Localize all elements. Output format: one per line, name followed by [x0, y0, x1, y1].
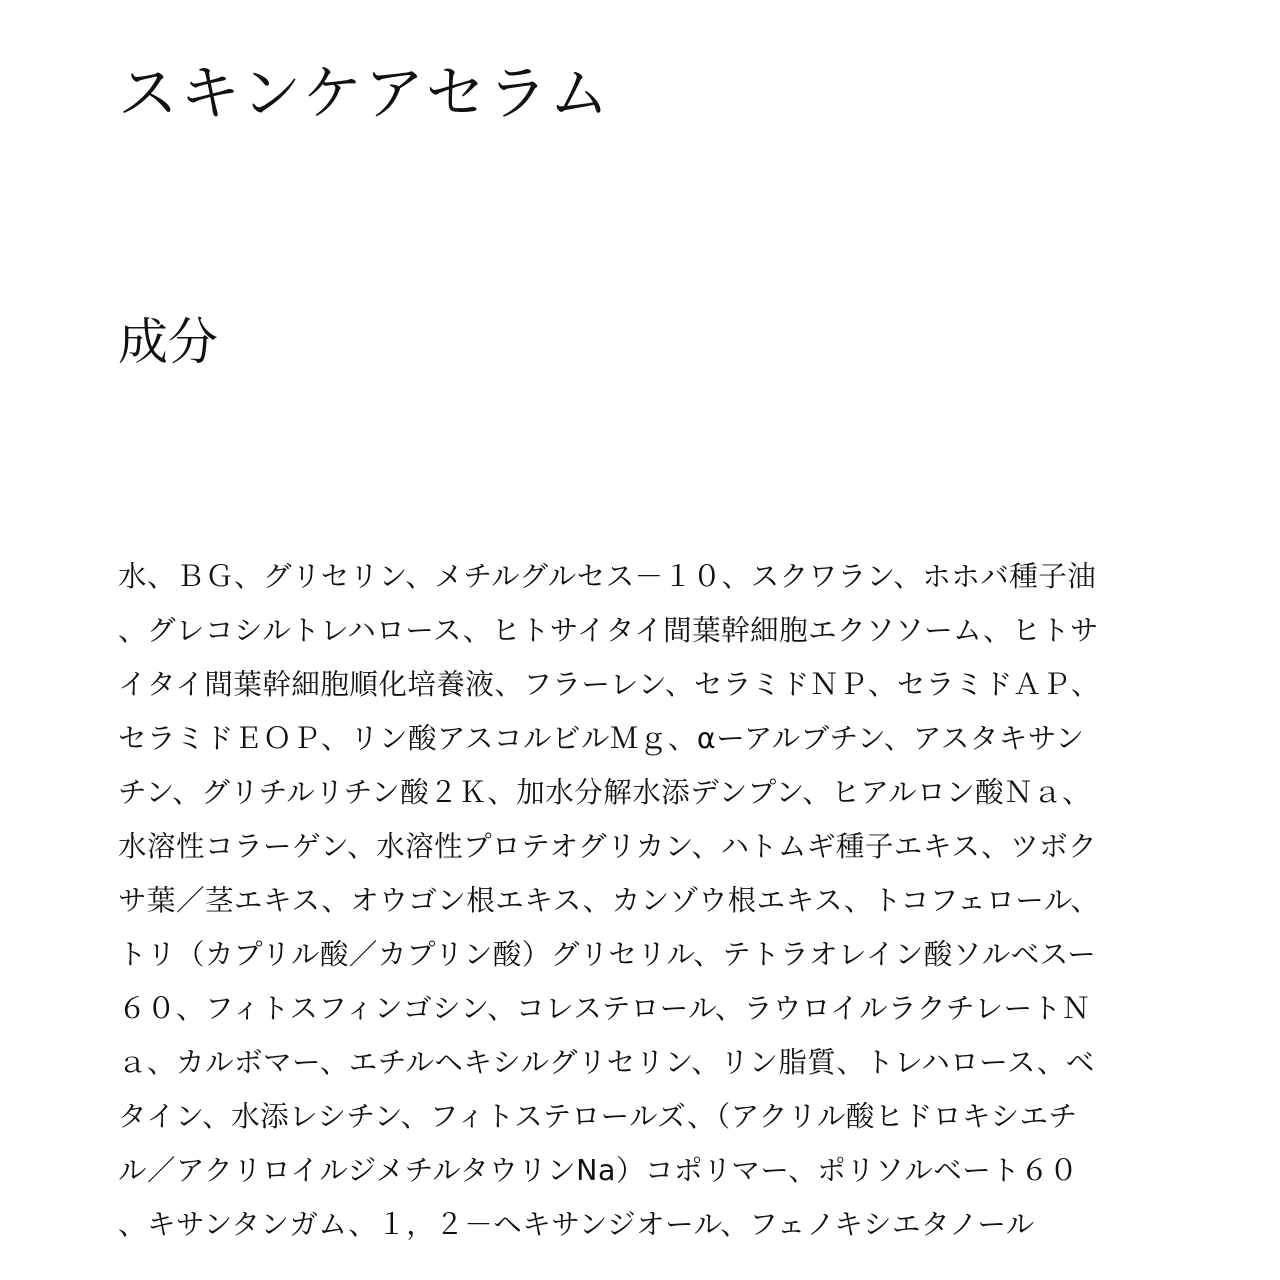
product-title: スキンケアセラム [118, 59, 611, 129]
ingredient-line: セラミドＥＯＰ、リン酸アスコルビルＭｇ、αーアルブチン、アスタキサン [118, 722, 1085, 755]
ingredient-line: タイン、水添レシチン、フィトステロールズ、（アクリル酸ヒドロキシエチ [118, 1100, 1078, 1133]
ingredient-line: トリ（カプリル酸／カプリン酸）グリセリル、テトラオレイン酸ソルベスー [118, 938, 1097, 971]
ingredient-line: サ葉／茎エキス、オウゴン根エキス、カンゾウ根エキス、トコフェロール、 [118, 884, 1100, 917]
ingredient-line: 、キサンタンガム、１，２－ヘキサンジオール、フェノキシエタノール [118, 1208, 1035, 1241]
ingredient-line: チン、グリチルリチン酸２Ｋ、加水分解水添デンプン、ヒアルロン酸Ｎａ、 [118, 776, 1092, 809]
ingredient-line: 、グレコシルトレハロース、ヒトサイタイ間葉幹細胞エクソソーム、ヒトサ [118, 614, 1100, 647]
ingredient-line: 水溶性コラーゲン、水溶性プロテオグリカン、ハトムギ種子エキス、ツボク [118, 830, 1098, 863]
ingredients-list [118, 550, 1178, 1252]
ingredient-line: 水、ＢＧ、グリセリン、メチルグルセス－１０、スクワラン、ホホバ種子油 [118, 560, 1097, 593]
ingredient-line: ル／アクリロイルジメチルタウリンNa）コポリマー、ポリソルベート６０ [118, 1154, 1079, 1187]
ingredient-line: ａ、カルボマー、エチルヘキシルグリセリン、リン脂質、トレハロース、ベ [118, 1046, 1095, 1079]
ingredient-line: ６０、フィトスフィンゴシン、コレステロール、ラウロイルラクチレートＮ [118, 992, 1091, 1025]
ingredient-line: イタイ間葉幹細胞順化培養液、フラーレン、セラミドＮＰ、セラミドＡＰ、 [118, 668, 1100, 701]
ingredients-heading: 成分 [118, 313, 218, 371]
